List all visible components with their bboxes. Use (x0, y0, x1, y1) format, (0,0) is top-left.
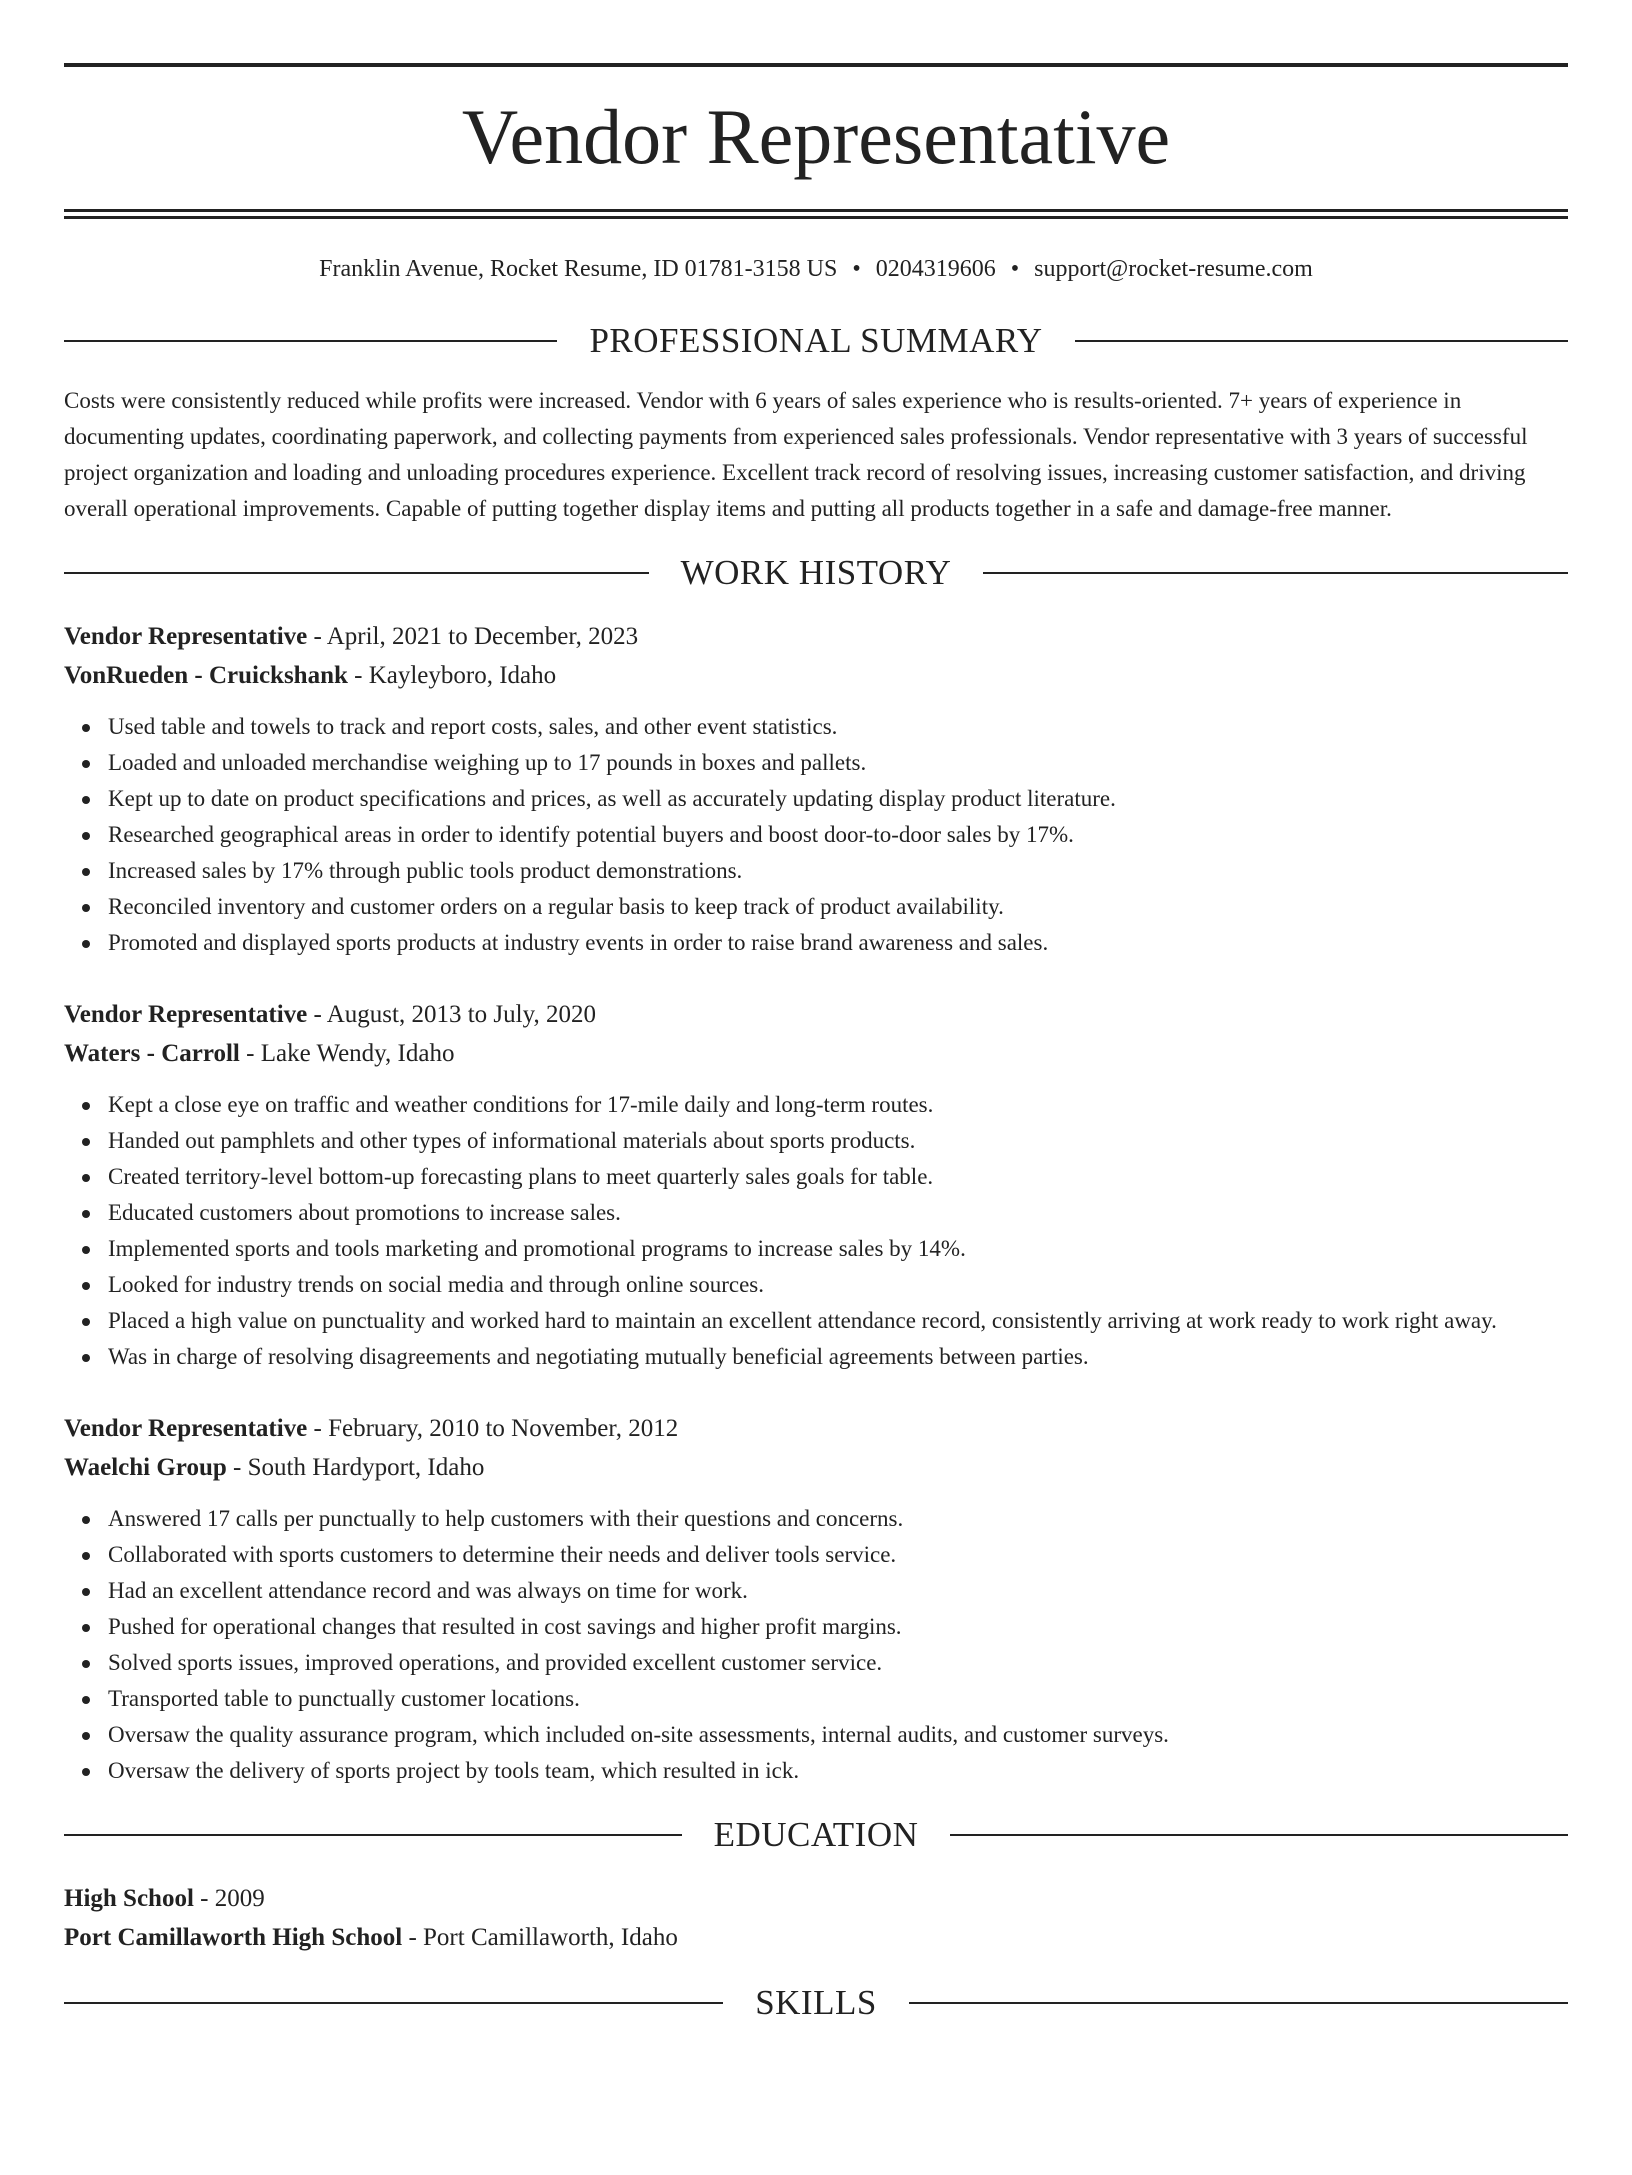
job-company-line (64, 1034, 1568, 1073)
job-dates: - February, 2010 to November, 2012 (307, 1415, 679, 1442)
job-title: Vendor Representative (64, 623, 308, 650)
heading-rule (950, 1834, 1568, 1836)
job-bullet: Handed out pamphlets and other types of informational materials about sports products. (108, 1123, 1568, 1159)
job-bullet-list (64, 709, 1568, 961)
job-bullet: Placed a high value on punctuality and worked hard to maintain an excellent attendance record, consistently arriving at work ready to work right away. (108, 1303, 1568, 1339)
job-company: Waters - Carroll (64, 1040, 240, 1067)
job-title: Vendor Representative (64, 1415, 308, 1442)
job-bullet: Oversaw the quality assurance program, which included on-site assessments, internal audits, and customer surveys. (108, 1717, 1568, 1753)
job-bullet: Kept up to date on product specifications and prices, as well as accurately updating display product literature. (108, 781, 1568, 817)
job-bullet: Created territory-level bottom-up forecasting plans to meet quarterly sales goals for table. (108, 1159, 1568, 1195)
job-title: Vendor Representative (64, 1001, 308, 1028)
job-title-line (64, 1409, 1568, 1448)
work-history-list (64, 617, 1568, 1789)
heading-rule (983, 572, 1568, 574)
job-company: VonRueden - Cruickshank (64, 662, 348, 689)
job-bullet: Increased sales by 17% through public tools product demonstrations. (108, 853, 1568, 889)
job-bullet: Transported table to punctually customer locations. (108, 1681, 1568, 1717)
double-rule (64, 209, 1568, 219)
job-entry (64, 617, 1568, 961)
section-title-summary: PROFESSIONAL SUMMARY (589, 321, 1043, 360)
section-title-education: EDUCATION (713, 1815, 919, 1854)
job-entry (64, 1409, 1568, 1789)
education-degree: High School (64, 1885, 194, 1912)
job-title-line (64, 617, 1568, 656)
job-bullet: Promoted and displayed sports products at industry events in order to raise brand awareness and sales. (108, 925, 1568, 961)
contact-phone: 0204319606 (875, 256, 996, 282)
job-company-line (64, 1448, 1568, 1487)
job-bullet: Solved sports issues, improved operations, and provided excellent customer service. (108, 1645, 1568, 1681)
job-location: - South Hardyport, Idaho (226, 1454, 485, 1481)
education-degree-line (64, 1879, 1568, 1918)
job-bullet: Oversaw the delivery of sports project by tools team, which resulted in ick. (108, 1753, 1568, 1789)
job-company-line (64, 656, 1568, 695)
contact-line (64, 253, 1568, 285)
contact-separator: • (852, 256, 861, 282)
job-bullet: Had an excellent attendance record and was always on time for work. (108, 1573, 1568, 1609)
heading-rule (1075, 340, 1568, 342)
job-dates: - August, 2013 to July, 2020 (307, 1001, 596, 1028)
job-bullet: Loaded and unloaded merchandise weighing up to 17 pounds in boxes and pallets. (108, 745, 1568, 781)
job-bullet: Researched geographical areas in order to identify potential buyers and boost door-to-door sales by 17%. (108, 817, 1568, 853)
job-bullet-list (64, 1087, 1568, 1375)
job-bullet: Pushed for operational changes that resulted in cost savings and higher profit margins. (108, 1609, 1568, 1645)
job-bullet-list (64, 1501, 1568, 1789)
section-heading-work (64, 553, 1568, 593)
education-school: Port Camillaworth High School (64, 1924, 403, 1951)
job-company: Waelchi Group (64, 1454, 227, 1481)
heading-rule (64, 1834, 682, 1836)
heading-rule (64, 340, 557, 342)
job-bullet: Kept a close eye on traffic and weather conditions for 17-mile daily and long-term routes. (108, 1087, 1568, 1123)
job-bullet: Implemented sports and tools marketing and promotional programs to increase sales by 14%. (108, 1231, 1568, 1267)
job-location: - Lake Wendy, Idaho (239, 1040, 455, 1067)
job-dates: - April, 2021 to December, 2023 (307, 623, 639, 650)
job-bullet: Educated customers about promotions to increase sales. (108, 1195, 1568, 1231)
heading-rule (64, 2002, 723, 2004)
resume-page (0, 63, 1632, 2175)
job-bullet: Looked for industry trends on social media and through online sources. (108, 1267, 1568, 1303)
job-bullet: Used table and towels to track and report costs, sales, and other event statistics. (108, 709, 1568, 745)
job-bullet: Was in charge of resolving disagreements and negotiating mutually beneficial agreements between parties. (108, 1339, 1568, 1375)
heading-rule (909, 2002, 1568, 2004)
job-bullet: Answered 17 calls per punctually to help customers with their questions and concerns. (108, 1501, 1568, 1537)
job-location: - Kayleyboro, Idaho (347, 662, 557, 689)
section-heading-summary (64, 321, 1568, 361)
summary-text: Costs were consistently reduced while profits were increased. Vendor with 6 years of sales experience who is results-oriented. 7+ years of experience in documenting updates, coordinating paperwork, and collecting payments from experienced sales professionals. Vendor representative with 3 years of successful project organization and loading and unloading procedures experience. Excellent track record of resolving issues, increasing customer satisfaction, and driving overall operational improvements. Capable of putting together display items and putting all products together in a safe and damage-free manner. (64, 388, 1528, 521)
resume-name: Vendor Representative (461, 93, 1171, 180)
education-school-line (64, 1918, 1568, 1957)
job-title-line (64, 995, 1568, 1034)
job-bullet: Collaborated with sports customers to determine their needs and deliver tools service. (108, 1537, 1568, 1573)
section-heading-education (64, 1815, 1568, 1855)
heading-rule (64, 572, 649, 574)
education-location: - Port Camillaworth, Idaho (402, 1924, 678, 1951)
contact-address: Franklin Avenue, Rocket Resume, ID 01781-3158 US (319, 256, 838, 282)
education-year: - 2009 (193, 1885, 265, 1912)
section-heading-skills (64, 1983, 1568, 2023)
education-entry (64, 1879, 1568, 1957)
contact-separator: • (1010, 256, 1020, 282)
section-title-skills: SKILLS (755, 1983, 877, 2022)
section-title-work: WORK HISTORY (680, 553, 952, 592)
contact-email: support@rocket-resume.com (1034, 256, 1313, 282)
job-bullet: Reconciled inventory and customer orders on a regular basis to keep track of product availability. (108, 889, 1568, 925)
job-entry (64, 995, 1568, 1375)
